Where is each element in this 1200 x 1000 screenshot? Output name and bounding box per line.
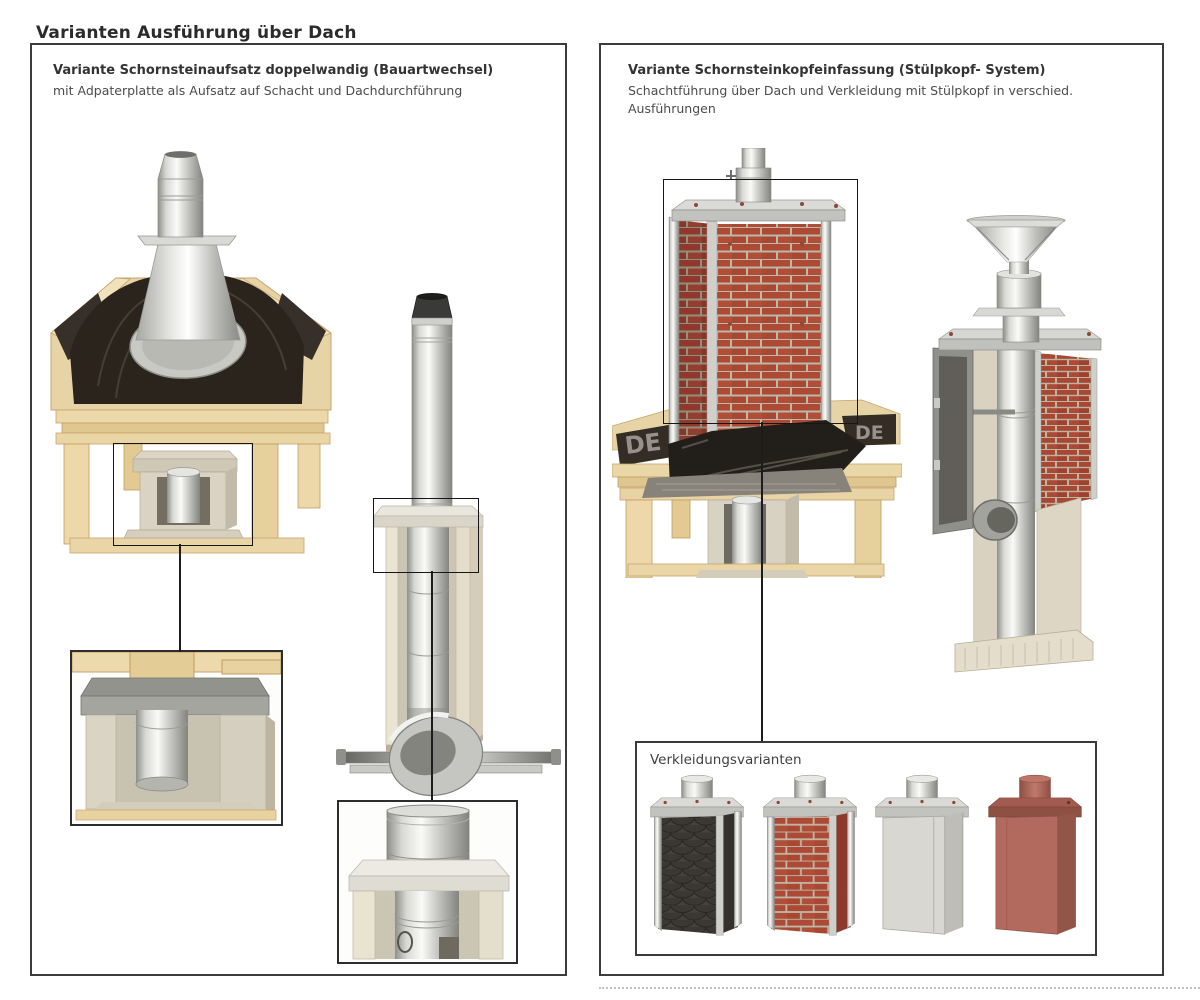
connector-line-head-variants bbox=[761, 422, 763, 743]
callout-adapter-plate bbox=[373, 498, 479, 573]
callout-shaft-top bbox=[113, 443, 253, 546]
variant-slate-cladding bbox=[647, 770, 747, 944]
cladding-variants-row bbox=[637, 768, 1095, 944]
panel-left-header bbox=[53, 63, 493, 100]
panel-variant-bauartwechsel bbox=[30, 43, 567, 976]
page-title: Varianten Ausführung über Dach bbox=[36, 23, 357, 44]
detail-adapter-collar-frame bbox=[337, 800, 518, 964]
panel-left-subtitle: mit Adpaterplatte als Aufsatz auf Schacht und Dachdurchführung bbox=[53, 83, 463, 98]
panel-right-subtitle: Schachtführung über Dach und Verkleidung mit Stülpkopf in verschied. Ausführungen bbox=[628, 83, 1074, 117]
callout-brick-head bbox=[663, 179, 858, 424]
variant-stainless-cladding bbox=[872, 770, 972, 944]
cladding-variants-label: Verkleidungsvarianten bbox=[650, 752, 802, 768]
detail-shaft-adapter-frame bbox=[70, 650, 283, 826]
cladding-variants-box bbox=[635, 741, 1097, 956]
membrane-brand-text-left: DE bbox=[623, 427, 663, 460]
detail-shaft-adapter bbox=[72, 652, 281, 824]
photo-cutaway-stuelpkopf bbox=[925, 198, 1125, 678]
detail-adapter-collar bbox=[339, 802, 516, 962]
membrane-brand-text-right: DE bbox=[855, 422, 884, 444]
variant-brick-cladding bbox=[760, 770, 860, 944]
panel-right-header bbox=[628, 63, 1128, 118]
panel-right-title: Variante Schornsteinkopfeinfassung (Stülpkopf- System) bbox=[628, 63, 1046, 78]
panel-variant-stuelpkopf bbox=[599, 43, 1164, 976]
page-bottom-rule bbox=[599, 987, 1200, 989]
connector-line-shaft-detail bbox=[179, 544, 181, 652]
connector-line-adapter-detail bbox=[431, 571, 433, 800]
variant-colored-panel-cladding bbox=[985, 770, 1085, 944]
panel-left-title: Variante Schornsteinaufsatz doppelwandig (Bauartwechsel) bbox=[53, 63, 494, 78]
